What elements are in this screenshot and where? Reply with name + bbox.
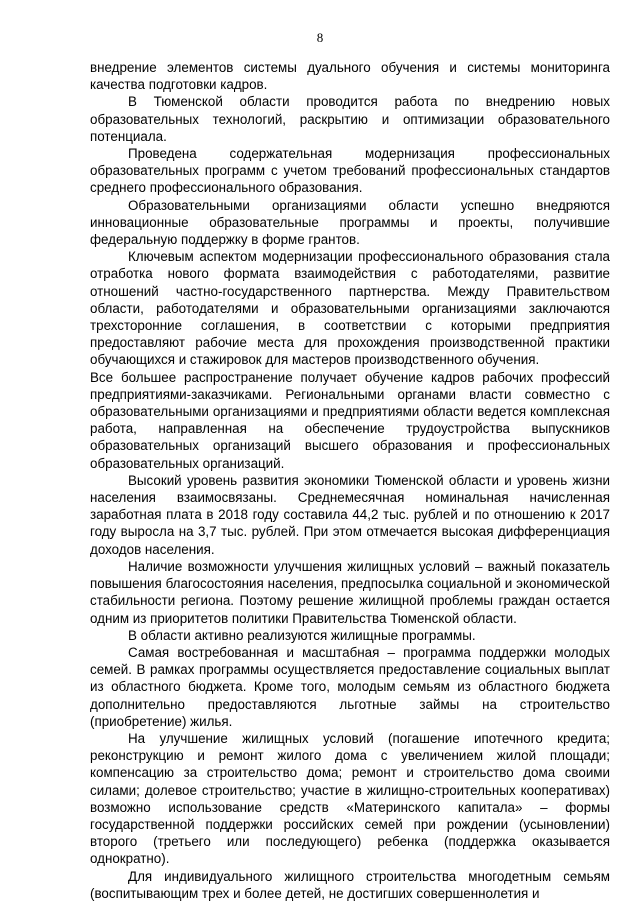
paragraph: Для индивидуального жилищного строительства многодетным семьям (воспитывающим трех и более детей, не достигших совершеннолетия и — [90, 868, 610, 901]
paragraph: Образовательными организациями области успешно внедряются инновационные образовательные программы и проекты, получившие федеральную поддержку в форме грантов. — [90, 197, 610, 248]
paragraph: Все большее распространение получает обучение кадров рабочих профессий предприятиями-заказчиками. Региональными органами власти совместно с образовательными организациями и предприятиями области ведется комплексная работа, направленная на обеспечение трудоустройства выпускников образовательных организаций высшего образования и профессиональных образовательных организаций. — [90, 369, 610, 471]
paragraph: Самая востребованная и масштабная – программа поддержки молодых семей. В рамках программы осуществляется предоставление социальных выплат из областного бюджета. Кроме того, молодым семьям из областного бюджета дополнительно предоставляются льготные займы на строительство (приобретение) жилья. — [90, 644, 610, 729]
paragraph: Ключевым аспектом модернизации профессионального образования стала отработка нового формата взаимодействия с работодателями, развитие отношений частно-государственного партнерства. Между Правительством области, работодателями и образовательными организациями заключаются трехсторонние соглашения, в соответствии с которыми предприятия предоставляют рабочие места для прохождения производственной практики обучающихся и стажировок для мастеров производственного обучения. — [90, 249, 610, 368]
paragraph: Проведена содержательная модернизация профессиональных образовательных программ с учетом требований профессиональных стандартов среднего профессионального образования. — [90, 146, 610, 196]
paragraph: Наличие возможности улучшения жилищных условий – важный показатель повышения благосостояния населения, предпосылка социальной и экономической стабильности региона. Поэтому решение жилищной проблемы граждан остается одним из приоритетов политики Правительства Тюменской области. — [90, 558, 610, 626]
paragraph: На улучшение жилищных условий (погашение ипотечного кредита; реконструкцию и ремонт жилого дома с увеличением жилой площади; компенсацию за строительство дома; ремонт и строительство дома своими силами; долевое строительство; участие в жилищно-строительных кооперативах) возможно использование средств «Материнского капитала» – формы государственной поддержки российских семей при рождении (усыновлении) второго (третьего или последующего) ребенка (поддержка оказывается однократно). — [90, 730, 610, 867]
document-body — [90, 59, 610, 902]
paragraph: внедрение элементов системы дуального обучения и системы мониторинга качества подготовки кадров. — [90, 60, 610, 93]
page-number: 8 — [316, 30, 324, 45]
paragraph: В Тюменской области проводится работа по внедрению новых образовательных технологий, раскрытию и оптимизации образовательного потенциала. — [90, 94, 610, 144]
paragraph: В области активно реализуются жилищные программы. — [128, 627, 476, 643]
paragraph: Высокий уровень развития экономики Тюменской области и уровень жизни населения взаимосвязаны. Среднемесячная номинальная начисленная заработная плата в 2018 году составила 44,2 тыс. рублей и по отношению к 2017 году выросла на 3,7 тыс. рублей. При этом отмечается высокая дифференциация доходов населения. — [90, 472, 610, 557]
